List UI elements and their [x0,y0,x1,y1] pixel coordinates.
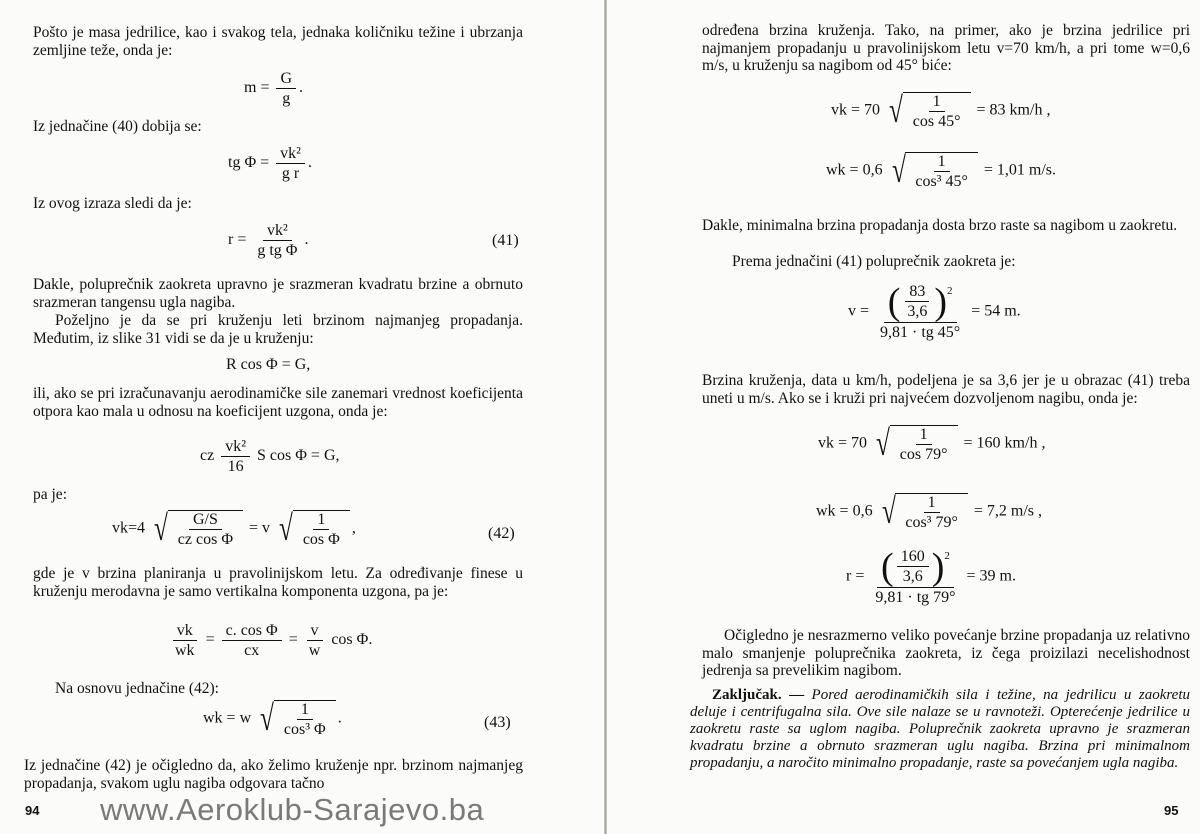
eq-lhs: wk = w [203,709,252,727]
eq-tail: . [304,231,309,249]
paragraph: Na osnovu jednačine (42): [55,680,219,697]
conclusion-text: Pored aerodinamičkih sila i težine, na jedrilicu u zaokretu deluje i centrifugalna sila. Ove sile nalaze se u ravnoteži. Opterećenje jedrilice u zaokretu raste sa uglom nagiba. Poluprečnik zaokreta upravno je srazmeran kvadratu brzine a obrnuto srazmeran uglu nagiba. Brzina pri minimalnom propadanju, a naročito minimalno propadanje, raste sa povećanjem ugla nagiba. [690,687,1190,771]
radical-sign: √ [260,698,274,738]
fraction-den: g tg Φ [257,242,298,259]
equation-r45 [848,283,1021,341]
paragraph: Iz jednačine (40) dobija se: [33,118,202,135]
fraction-num: 1 [297,701,313,720]
paragraph: Prema jednačini (41) poluprečnik zaokreta je: [732,253,1016,270]
equation-tg [228,145,312,182]
fraction-num [884,283,957,323]
equation-r79 [846,548,1016,606]
paragraph: Dakle, poluprečnik zaokreta upravno je srazmeran kvadratu brzine a obrnuto srazmeran tangensu ugla nagiba. [33,276,523,311]
fraction-den: 3,6 [907,303,928,320]
eq-lhs: v = [848,302,870,320]
fraction [280,701,330,738]
paragraph: Pošto je masa jedrilice, kao i svakog tela, jednaka količniku težine i ubrzanja zemljine teže, onda je: [33,24,523,59]
fraction [896,426,952,463]
eq-lhs: cz [200,447,215,465]
eq-mid: = v [249,519,271,537]
equation-ratio: $\frac{vk}{wk}$ = $\frac{\text{c. cos Φ}}{cx}$ = $\frac{v}{w}$ cos Φ. [168,622,372,659]
paragraph: određena brzina kruženja. Tako, na primer, ako je brzina jedrilice pri najmanjem propadanju u pravolinijskom letu v=70 km/h, a pri tome w=0,6 m/s, u kruženju sa nagibom od 45° biće: [702,22,1190,74]
radical-sign: √ [881,491,896,531]
equation-w79 [816,493,1042,531]
paragraph: pa je: [33,486,67,503]
equation-number: (43) [484,714,511,731]
conclusion [690,687,1190,772]
equation-cz [200,438,340,475]
eq-tail: = 7,2 m/s , [973,502,1043,520]
fraction [305,622,325,659]
fraction-num [877,548,954,588]
fraction-num: vk [173,622,197,641]
sqrt [151,510,243,548]
fraction-num: vk² [263,222,292,241]
eq-lhs: wk = 0,6 [826,161,883,179]
eq-lhs: m = [244,79,270,97]
right-page [606,0,1200,834]
fraction-num: 160 [897,548,929,567]
eq-lhs: vk=4 [112,519,146,537]
fraction-num: vk² [221,438,250,457]
equation-number: (41) [492,232,519,249]
equation-v45 [831,92,1050,130]
eq-tail: = 1,01 m/s. [983,161,1057,179]
eq-tail: S cos Φ = G, [257,447,340,465]
paragraph: Brzina kruženja, data u km/h, podeljena je sa 3,6 jer je u obrazac (41) treba uneti u m/s. Ako se i kruži pri najvećem dozvoljenom nagibu, onda je: [702,372,1190,407]
fraction [897,548,929,585]
fraction-num: 1 [924,494,940,513]
fraction [876,283,964,341]
page-number: 94 [25,803,40,818]
equation-r [228,222,309,259]
exponent: 2 [947,285,953,297]
paren: ) [934,281,948,323]
fraction-num: 1 [313,511,329,530]
fraction-den: cos Φ [302,531,340,548]
eq-lhs: tg Φ = [228,154,270,172]
fraction-den: cos 79° [899,446,948,463]
paragraph: Očigledno je nesrazmerno veliko povećanje brzine propadanja uz relativno malo smanjenje poluprečnika zaokreta, iz čega proizilazi necelishodnost jedrenja sa prevelikim nagibom. [702,627,1190,679]
page-number: 95 [1164,803,1179,818]
sqrt [257,700,336,738]
radical-sign: √ [153,508,168,548]
watermark: www.Aeroklub-Sarajevo.ba [100,792,485,827]
fraction [871,548,959,606]
fraction-den: g [282,90,291,107]
sqrt [889,152,978,190]
fraction-den: cz cos Φ [177,531,234,548]
fraction-num: 1 [934,153,950,172]
paragraph: gde je v brzina planiranja u pravolinijskom letu. Za određivanje finese u kruženju merodavna je samo vertikalna komponenta uzgona, pa je: [33,565,523,600]
paren: ) [931,546,945,588]
fraction-num: vk² [276,145,305,164]
equation-43 [203,700,342,738]
equation-number: (42) [488,525,515,542]
eq-lhs: vk = 70 [831,101,881,119]
eq-tail: , [351,519,356,537]
power [888,283,953,321]
conclusion-label: Zaključak. — [712,687,805,703]
fraction-den: g r [281,165,300,182]
fraction [276,70,296,107]
equation-R: R cos Φ = G, [226,356,311,373]
fraction-den: 16 [227,458,244,475]
sqrt [873,425,958,463]
fraction [903,283,931,320]
eq-lhs: vk = 70 [818,434,868,452]
fraction [276,145,305,182]
fraction-num: 1 [916,426,932,445]
fraction-den: cos³ 45° [915,173,968,190]
paragraph: Poželjno je da se pri kruženju leti brzinom najmanjeg propadanja. Međutim, iz slike 31 vidi se da je u kruženju: [33,312,523,347]
paren: ( [881,546,894,588]
fraction-den: 3,6 [902,568,923,585]
fraction-den: w [308,642,321,659]
fraction-den: cx [244,642,260,659]
fraction-num: G/S [189,511,222,530]
radical-sign: √ [888,90,903,130]
radical-sign: √ [279,508,293,548]
eq-tail: cos Φ. [331,631,373,649]
radical-sign: √ [891,150,906,190]
fraction-num: c. cos Φ [222,622,282,641]
fraction-den: cos³ 79° [905,514,958,531]
fraction [901,494,962,531]
fraction [299,511,344,548]
equation-m [244,70,303,107]
fraction [911,153,972,190]
exponent: 2 [944,550,950,562]
sqrt [879,493,968,531]
eq-lhs: r = [228,231,247,249]
fraction-num: 83 [905,283,929,302]
fraction [909,93,965,130]
eq-tail: . [337,709,342,727]
fraction-num: v [307,622,323,641]
eq-lhs: wk = 0,6 [816,502,873,520]
fraction [253,222,301,259]
eq-tail: = 83 km/h , [976,101,1051,119]
eq-tail: = 160 km/h , [963,434,1046,452]
fraction-den: wk [175,642,195,659]
fraction-den: 9,81 · tg 79° [875,589,956,606]
paragraph: Dakle, minimalna brzina propadanja dosta brzo raste sa nagibom u zaokretu. [702,217,1178,234]
fraction [221,438,250,475]
eq-lhs: r = [846,567,865,585]
sqrt [276,510,350,548]
fraction-den: 9,81 · tg 45° [880,324,961,341]
paragraph: Iz ovog izraza sledi da je: [33,195,192,212]
equation-w45 [826,152,1056,190]
fraction [171,622,199,659]
eq-tail: . [299,79,304,97]
fraction-den: cos³ Φ [283,721,326,738]
fraction-num: G [276,70,296,89]
equation-v79 [818,425,1045,463]
eq-tail: . [307,154,312,172]
paragraph: Iz jednačine (42) je očigledno da, ako želimo kruženje npr. brzinom najmanjeg propadanja, svakom uglu nagiba odgovara tačno [24,757,523,792]
fraction-den: cos 45° [912,113,961,130]
radical-sign: √ [875,423,890,463]
fraction [174,511,237,548]
sqrt [886,92,971,130]
equation-42 [112,510,356,548]
fraction [222,622,282,659]
paragraph: ili, ako se pri izračunavanju aerodinamičke sile zanemari vrednost koeficijenta otpora kao mala u odnosu na koeficijent uzgona, onda je: [33,385,523,420]
paren: ( [887,281,901,323]
eq-tail: = 39 m. [966,567,1016,585]
eq-tail: = 54 m. [971,302,1021,320]
power [881,548,950,586]
fraction-num: 1 [929,93,945,112]
